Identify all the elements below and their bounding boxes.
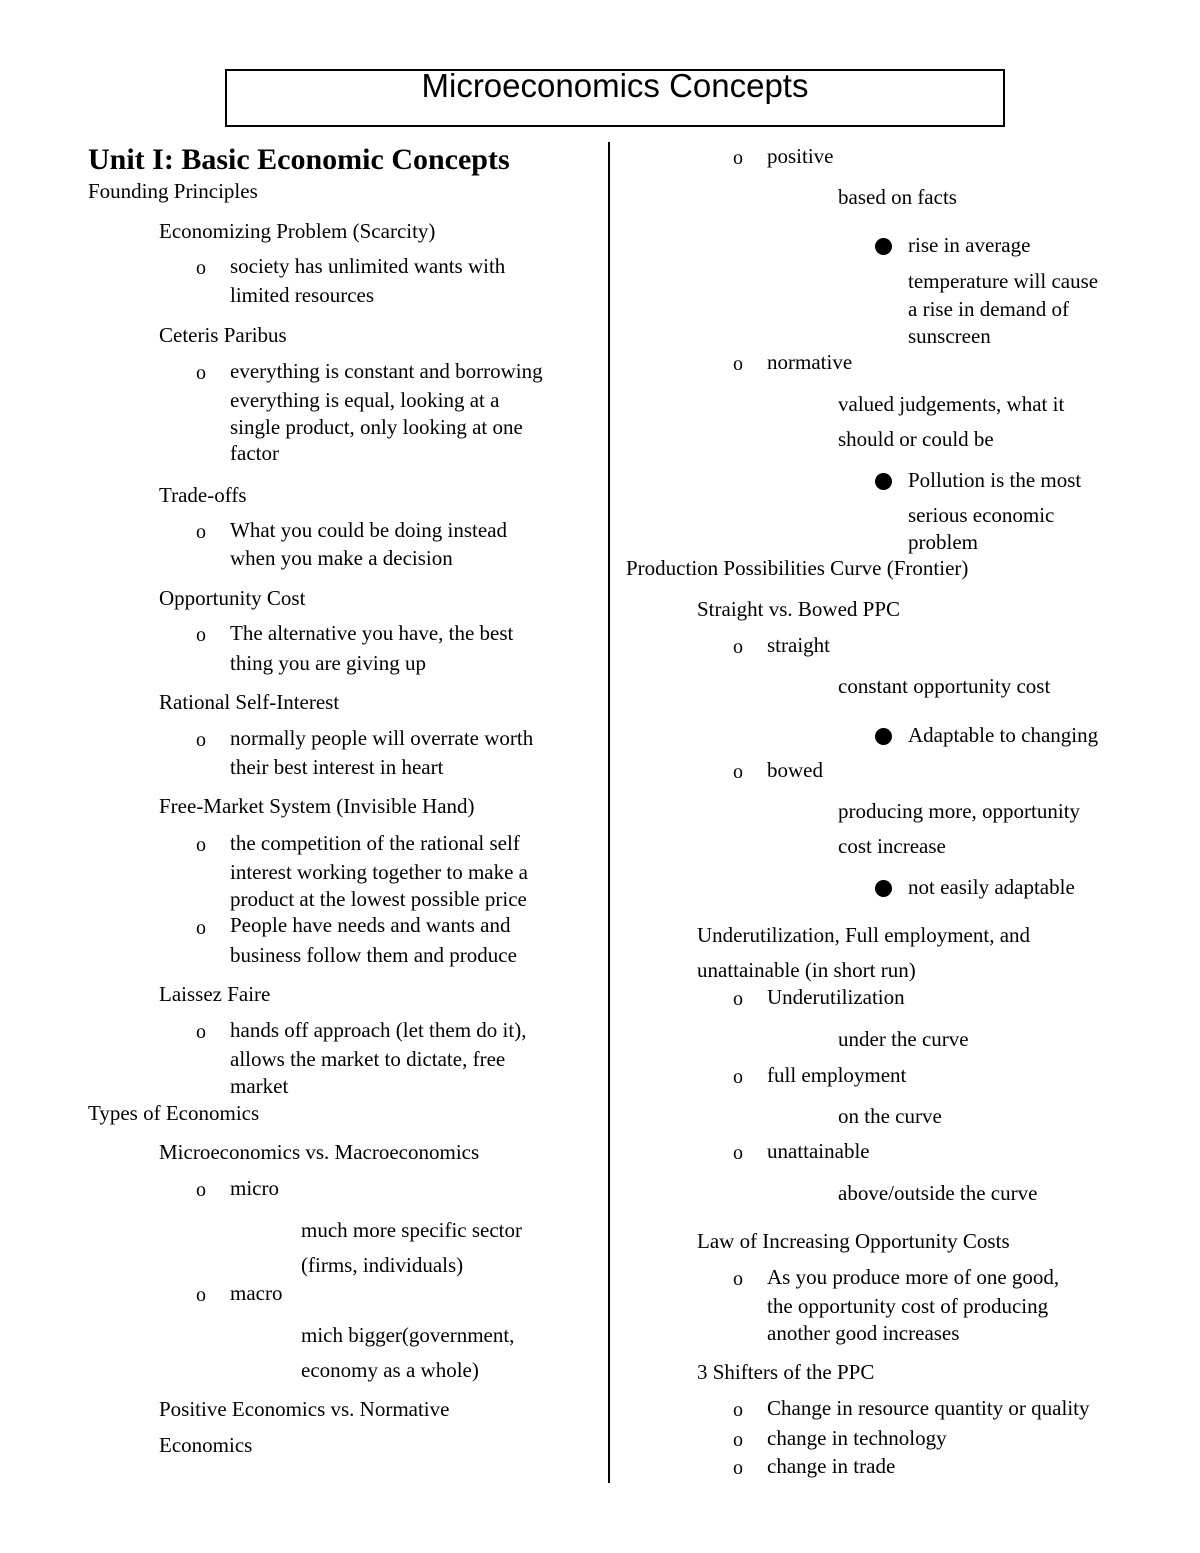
example-text: problem	[908, 530, 978, 554]
bullet-text: factor	[230, 441, 279, 465]
bullet-text: single product, only looking at one	[230, 415, 523, 439]
example-text: a rise in demand of	[908, 297, 1069, 321]
bullet-text: normative	[767, 350, 853, 374]
example-text: Adaptable to changing	[908, 723, 1099, 747]
bullet-marker: o	[733, 1457, 743, 1479]
detail-text: under the curve	[838, 1027, 969, 1051]
example-text: serious economic	[908, 503, 1055, 527]
bullet-marker: o	[196, 521, 206, 543]
bullet-text: normally people will overrate worth	[230, 726, 534, 750]
filled-bullet	[875, 473, 892, 490]
bullet-marker: o	[196, 1179, 206, 1201]
bullet-text: straight	[767, 633, 830, 657]
topic-heading: Underutilization, Full employment, and	[697, 923, 1031, 947]
bullet-text: market	[230, 1074, 289, 1098]
bullet-marker: o	[733, 988, 743, 1010]
document-title: Microeconomics Concepts	[421, 67, 809, 104]
detail-text: on the curve	[838, 1104, 942, 1128]
bullet-marker: o	[733, 636, 743, 658]
topic-heading: Positive Economics vs. Normative	[159, 1397, 450, 1421]
detail-text: based on facts	[838, 185, 957, 209]
bullet-text: bowed	[767, 758, 823, 782]
bullet-text: the competition of the rational self	[230, 831, 520, 855]
bullet-marker: o	[733, 1142, 743, 1164]
bullet-text: their best interest in heart	[230, 755, 444, 779]
bullet-text: the opportunity cost of producing	[767, 1294, 1049, 1318]
bullet-text: business follow them and produce	[230, 943, 517, 967]
topic-heading: Rational Self-Interest	[159, 690, 340, 714]
unit-heading: Unit I: Basic Economic Concepts	[88, 143, 510, 176]
filled-bullet	[875, 880, 892, 897]
bullet-marker: o	[196, 1021, 206, 1043]
topic-heading: Economics	[159, 1433, 253, 1457]
example-text: not easily adaptable	[908, 875, 1075, 899]
bullet-marker: o	[196, 729, 206, 751]
bullet-text: macro	[230, 1281, 283, 1305]
detail-text: cost increase	[838, 834, 946, 858]
detail-text: (firms, individuals)	[301, 1253, 464, 1277]
bullet-marker: o	[196, 257, 206, 279]
bullet-text: What you could be doing instead	[230, 518, 508, 542]
topic-heading: unattainable (in short run)	[697, 958, 916, 982]
bullet-text: Underutilization	[767, 985, 905, 1009]
topic-heading: Laissez Faire	[159, 982, 271, 1006]
detail-text: should or could be	[838, 427, 994, 451]
topic-heading: Trade-offs	[159, 483, 247, 507]
section-heading: Production Possibilities Curve (Frontier)	[626, 556, 969, 580]
topic-heading: Free-Market System (Invisible Hand)	[159, 794, 475, 818]
bullet-marker: o	[733, 1268, 743, 1290]
detail-text: economy as a whole)	[301, 1358, 479, 1382]
bullet-marker: o	[733, 147, 743, 169]
bullet-text: unattainable	[767, 1139, 870, 1163]
bullet-marker: o	[733, 1399, 743, 1421]
bullet-text: society has unlimited wants with	[230, 254, 506, 278]
filled-bullet	[875, 728, 892, 745]
bullet-marker: o	[733, 761, 743, 783]
topic-heading: Economizing Problem (Scarcity)	[159, 219, 436, 243]
bullet-marker: o	[733, 1429, 743, 1451]
detail-text: producing more, opportunity	[838, 799, 1081, 823]
bullet-text: change in technology	[767, 1426, 947, 1450]
bullet-text: product at the lowest possible price	[230, 887, 527, 911]
bullet-text: limited resources	[230, 283, 375, 307]
bullet-text: As you produce more of one good,	[767, 1265, 1060, 1289]
bullet-marker: o	[196, 624, 206, 646]
bullet-text: allows the market to dictate, free	[230, 1047, 506, 1071]
bullet-text: People have needs and wants and	[230, 913, 511, 937]
topic-heading: Straight vs. Bowed PPC	[697, 597, 901, 621]
topic-heading: Opportunity Cost	[159, 586, 306, 610]
example-text: Pollution is the most	[908, 468, 1082, 492]
detail-text: valued judgements, what it	[838, 392, 1065, 416]
bullet-text: everything is equal, looking at a	[230, 388, 500, 412]
bullet-text: change in trade	[767, 1454, 896, 1478]
detail-text: much more specific sector	[301, 1218, 522, 1242]
example-text: sunscreen	[908, 324, 991, 348]
detail-text: above/outside the curve	[838, 1181, 1038, 1205]
detail-text: constant opportunity cost	[838, 674, 1051, 698]
example-text: temperature will cause	[908, 269, 1099, 293]
bullet-text: everything is constant and borrowing	[230, 359, 543, 383]
document-title-box	[225, 69, 1005, 127]
bullet-marker: o	[196, 834, 206, 856]
column-divider	[608, 142, 610, 1483]
topic-heading: Law of Increasing Opportunity Costs	[697, 1229, 1010, 1253]
bullet-text: positive	[767, 144, 834, 168]
section-heading: Types of Economics	[88, 1101, 260, 1125]
bullet-text: hands off approach (let them do it),	[230, 1018, 527, 1042]
topic-heading: Ceteris Paribus	[159, 323, 287, 347]
bullet-marker: o	[733, 353, 743, 375]
bullet-text: another good increases	[767, 1321, 960, 1345]
bullet-text: when you make a decision	[230, 546, 453, 570]
topic-heading: Microeconomics vs. Macroeconomics	[159, 1140, 480, 1164]
bullet-text: full employment	[767, 1063, 907, 1087]
bullet-marker: o	[196, 1284, 206, 1306]
bullet-marker: o	[733, 1066, 743, 1088]
bullet-marker: o	[196, 362, 206, 384]
example-text: rise in average	[908, 233, 1031, 257]
filled-bullet	[875, 238, 892, 255]
bullet-text: Change in resource quantity or quality	[767, 1396, 1090, 1420]
bullet-text: thing you are giving up	[230, 651, 426, 675]
topic-heading: 3 Shifters of the PPC	[697, 1360, 875, 1384]
section-heading: Founding Principles	[88, 179, 258, 203]
detail-text: mich bigger(government,	[301, 1323, 515, 1347]
bullet-text: interest working together to make a	[230, 860, 528, 884]
bullet-text: The alternative you have, the best	[230, 621, 514, 645]
bullet-marker: o	[196, 917, 206, 939]
bullet-text: micro	[230, 1176, 279, 1200]
